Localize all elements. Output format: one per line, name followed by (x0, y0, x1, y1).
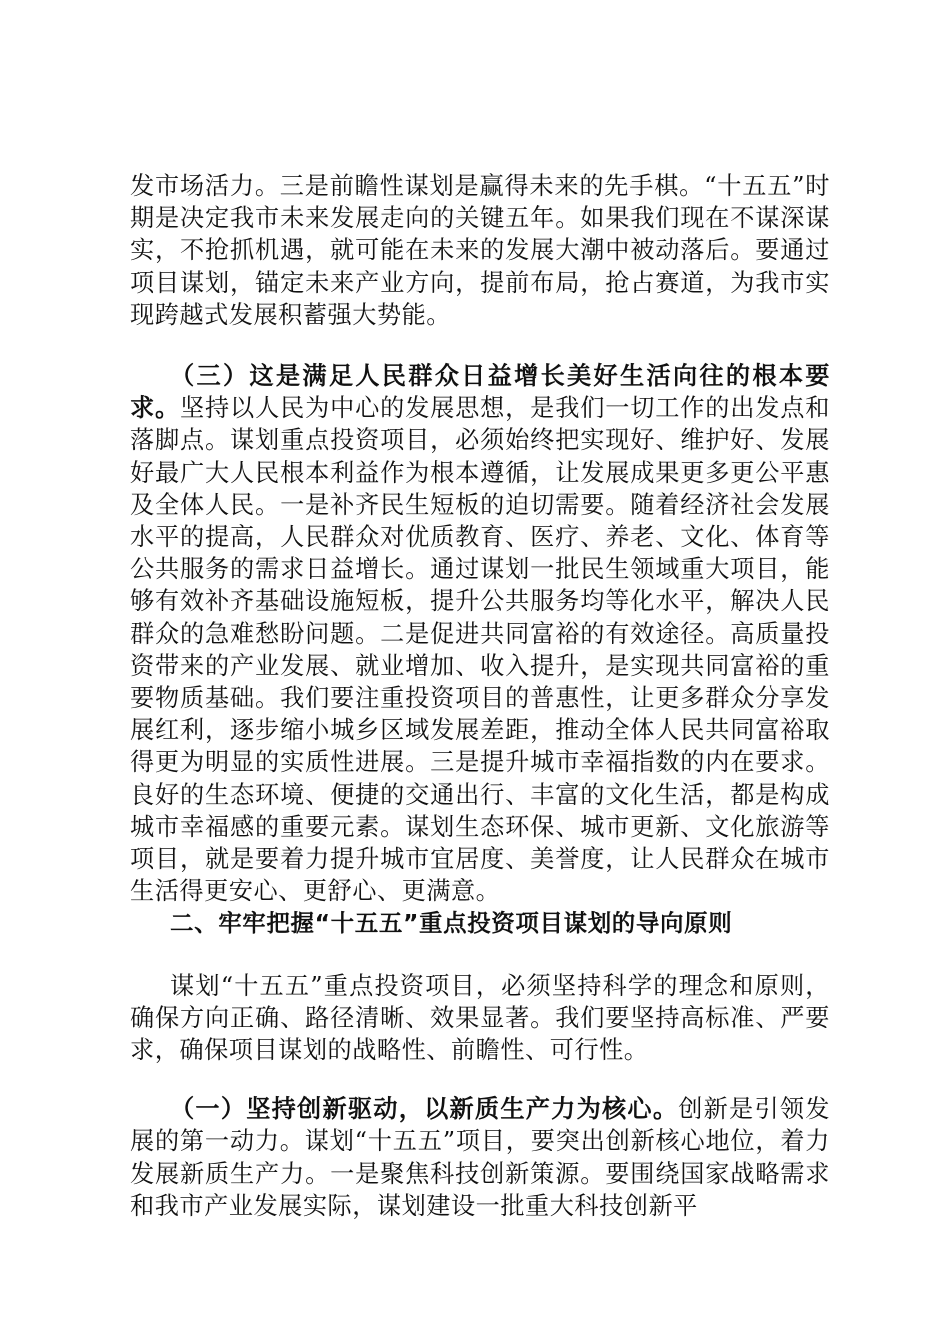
paragraph-section-3 (130, 360, 830, 907)
document-page (130, 170, 830, 1222)
section-3-heading: （三）这是满足人民群众日益增长美好生活向往的根本要求。 (130, 362, 830, 423)
section-1-heading: （一）坚持创新驱动，以新质生产力为核心。 (170, 1095, 679, 1124)
paragraph-chapter-2-intro: 谋划“十五五”重点投资项目，必须坚持科学的理念和原则，确保方向正确、路径清晰、效果显著。我们要坚持高标准、严要求，确保项目谋划的战略性、前瞻性、可行性。 (130, 971, 830, 1065)
chapter-2-heading: 二、牢牢把握“十五五”重点投资项目谋划的导向原则 (170, 909, 733, 938)
paragraph-continuation: 发市场活力。三是前瞻性谋划是赢得未来的先手棋。“十五五”时期是决定我市未来发展走向的关键五年。如果我们现在不谋深谋实，不抢抓机遇，就可能在未来的发展大潮中被动落后。要通过项目谋划，锚定未来产业方向，提前布局，抢占赛道，为我市实现跨越式发展积蓄强大势能。 (130, 172, 830, 329)
section-3-body: 坚持以人民为中心的发展思想，是我们一切工作的出发点和落脚点。谋划重点投资项目，必须始终把实现好、维护好、发展好最广大人民根本利益作为根本遵循，让发展成果更多更公平惠及全体人民。一是补齐民生短板的迫切需要。随着经济社会发展水平的提高，人民群众对优质教育、医疗、养老、文化、体育等公共服务的需求日益增长。通过谋划一批民生领域重大项目，能够有效补齐基础设施短板，提升公共服务均等化水平，解决人民群众的急难愁盼问题。二是促进共同富裕的有效途径。高质量投资带来的产业发展、就业增加、收入提升，是实现共同富裕的重要物质基础。我们要注重投资项目的普惠性，让更多群众分享发展红利，逐步缩小城乡区域发展差距，推动全体人民共同富裕取得更为明显的实质性进展。三是提升城市幸福指数的内在要求。良好的生态环境、便捷的交通出行、丰富的文化生活，都是构成城市幸福感的重要元素。谋划生态环保、城市更新、文化旅游等项目，就是要着力提升城市宜居度、美誉度，让人民群众在城市生活得更安心、更舒心、更满意。 (130, 394, 830, 906)
section-1-body: 创新是引领发展的第一动力。谋划“十五五”项目，要突出创新核心地位，着力发展新质生产力。一是聚焦科技创新策源。要围绕国家战略需求和我市产业发展实际，谋划建设一批重大科技创新平 (130, 1095, 830, 1220)
paragraph-section-1 (130, 1093, 830, 1222)
